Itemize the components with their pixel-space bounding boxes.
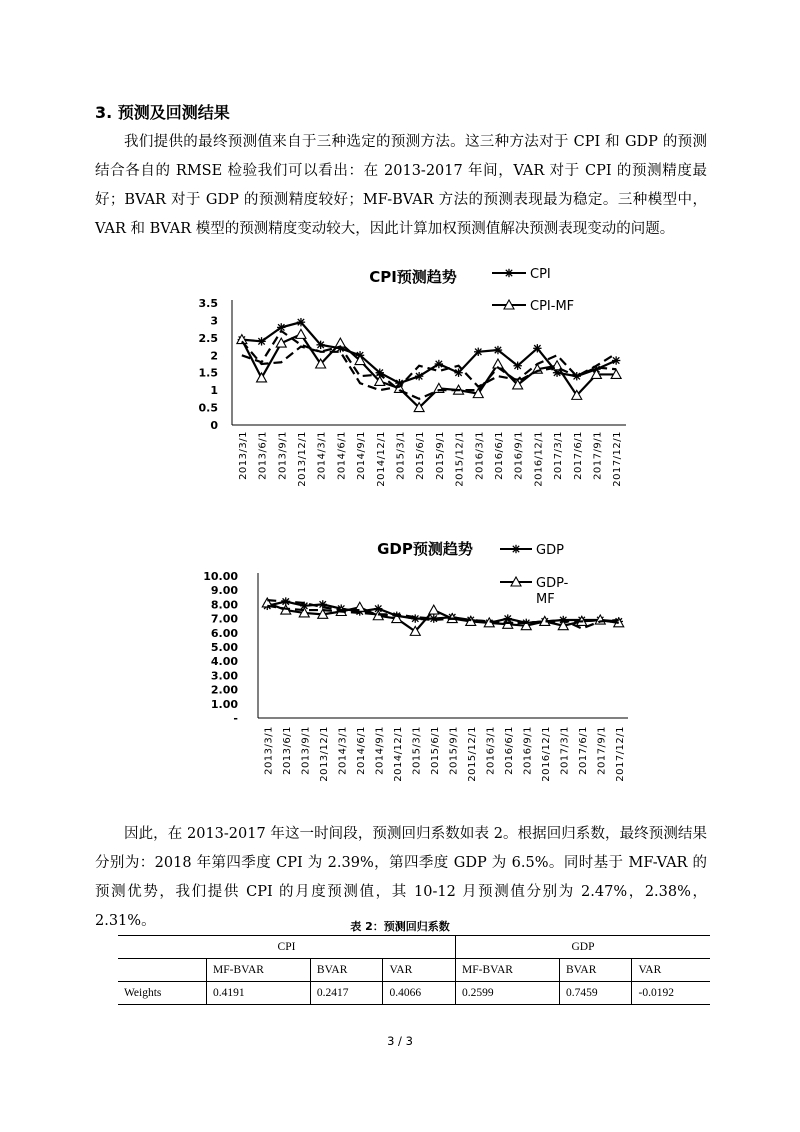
legend-label: CPI-MF bbox=[530, 299, 575, 314]
intro-paragraph: 我们提供的最终预测值来自于三种选定的预测方法。这三种方法对于 CPI 和 GDP 的预测结合各自的 RMSE 检验我们可以看出：在 2013-2017 年间，VAR 对于 CPI 的预测精度最好；BVAR 对于 GDP 的预测精度较好；MF-BVAR 方法的预测表现最为稳定。三种模型中，VAR 和 BVAR 模型的预测精度变动较大，因此计算加权预测值解决预测表现变动的问题。 bbox=[95, 134, 707, 237]
x-tick-label: 2013/12/1 bbox=[296, 431, 308, 487]
table-header: MF-BVAR bbox=[207, 959, 311, 982]
x-tick-label: 2015/3/1 bbox=[411, 726, 423, 775]
x-tick-label: 2016/6/1 bbox=[493, 431, 505, 480]
x-tick-label: 2014/6/1 bbox=[336, 431, 348, 480]
x-tick-label: 2016/6/1 bbox=[503, 726, 515, 775]
table-group-gdp: GDP bbox=[456, 936, 710, 959]
x-tick-label: 2016/3/1 bbox=[474, 431, 486, 480]
x-tick-label: 2015/9/1 bbox=[434, 431, 446, 480]
table-header: VAR bbox=[383, 959, 456, 982]
page-number: 3 / 3 bbox=[387, 1034, 413, 1048]
y-tick-label: 6.00 bbox=[210, 626, 238, 640]
legend-label: GDP bbox=[536, 543, 564, 558]
x-tick-label: 2013/3/1 bbox=[263, 726, 275, 775]
x-tick-label: 2015/9/1 bbox=[448, 726, 460, 775]
gdp-series-1-point bbox=[429, 605, 439, 614]
y-tick-label: 9.00 bbox=[210, 584, 238, 598]
table-header-blank bbox=[118, 959, 207, 982]
x-tick-label: 2013/9/1 bbox=[277, 431, 289, 480]
x-tick-label: 2017/12/1 bbox=[614, 726, 626, 782]
table-cell: 0.7459 bbox=[559, 982, 632, 1005]
x-tick-label: 2015/12/1 bbox=[466, 726, 478, 782]
cpi-series-0-point bbox=[513, 362, 521, 370]
y-tick-label: 0.5 bbox=[198, 401, 218, 415]
x-tick-label: 2016/9/1 bbox=[522, 726, 534, 775]
section-heading: 3. 预测及回测结果 bbox=[95, 103, 230, 122]
y-tick-label: 1.00 bbox=[210, 697, 238, 711]
x-tick-label: 2016/12/1 bbox=[533, 431, 545, 487]
y-tick-label: 3 bbox=[210, 314, 218, 328]
x-tick-label: 2015/6/1 bbox=[429, 726, 441, 775]
y-tick-label: 4.00 bbox=[210, 655, 238, 669]
weights-table bbox=[118, 935, 710, 1005]
cpi-series-1-point bbox=[296, 329, 306, 338]
x-tick-label: 2015/12/1 bbox=[454, 431, 466, 487]
gdp-chart-svg bbox=[0, 532, 800, 802]
cpi-series-1-point bbox=[257, 373, 267, 382]
cpi-series-0-point bbox=[297, 318, 305, 326]
x-tick-label: 2013/12/1 bbox=[318, 726, 330, 782]
table-header: BVAR bbox=[559, 959, 632, 982]
cpi-series-0-point bbox=[435, 360, 443, 368]
cpi-series-0-point bbox=[257, 337, 265, 345]
cpi-series-2-line bbox=[242, 331, 616, 390]
y-tick-label: 3.5 bbox=[198, 297, 218, 310]
legend-star-marker bbox=[505, 269, 513, 277]
y-tick-label: - bbox=[233, 712, 238, 725]
y-tick-label: 7.00 bbox=[210, 612, 238, 626]
cpi-series-0-line bbox=[242, 322, 616, 383]
x-tick-label: 2014/9/1 bbox=[374, 726, 386, 775]
table-cell: -0.0192 bbox=[632, 982, 710, 1005]
y-tick-label: 2.5 bbox=[198, 331, 218, 345]
cpi-series-0-point bbox=[533, 344, 541, 352]
x-tick-label: 2017/9/1 bbox=[596, 726, 608, 775]
x-tick-label: 2017/6/1 bbox=[572, 431, 584, 480]
y-tick-label: 0 bbox=[210, 419, 218, 432]
x-tick-label: 2017/9/1 bbox=[592, 431, 604, 480]
chart-title: CPI预测趋势 bbox=[369, 268, 457, 286]
x-tick-label: 2017/12/1 bbox=[612, 431, 624, 487]
y-tick-label: 8.00 bbox=[210, 598, 238, 612]
x-tick-label: 2014/6/1 bbox=[355, 726, 367, 775]
x-tick-label: 2013/9/1 bbox=[300, 726, 312, 775]
x-tick-label: 2013/6/1 bbox=[281, 726, 293, 775]
cpi-series-0-point bbox=[494, 346, 502, 354]
y-tick-label: 5.00 bbox=[210, 641, 238, 654]
x-tick-label: 2016/9/1 bbox=[513, 431, 525, 480]
table-cell: 0.4066 bbox=[383, 982, 456, 1005]
x-tick-label: 2016/12/1 bbox=[540, 726, 552, 782]
x-tick-label: 2014/12/1 bbox=[375, 431, 387, 487]
table-cell: 0.4191 bbox=[207, 982, 311, 1005]
legend-star-marker bbox=[512, 545, 520, 553]
y-tick-label: 2 bbox=[210, 349, 218, 363]
x-tick-label: 2014/3/1 bbox=[316, 431, 328, 480]
chart-title: GDP预测趋势 bbox=[377, 540, 473, 558]
legend-label: GDP-MF bbox=[536, 576, 569, 607]
legend-label: CPI bbox=[530, 267, 551, 282]
x-tick-label: 2017/6/1 bbox=[577, 726, 589, 775]
y-tick-label: 2.00 bbox=[210, 683, 238, 697]
x-tick-label: 2015/6/1 bbox=[415, 431, 427, 480]
y-tick-label: 10.00 bbox=[203, 570, 238, 583]
table-header: VAR bbox=[632, 959, 710, 982]
cpi-chart-svg bbox=[0, 255, 800, 505]
table-cell: 0.2599 bbox=[456, 982, 560, 1005]
x-tick-label: 2014/12/1 bbox=[392, 726, 404, 782]
table-cell: 0.2417 bbox=[310, 982, 383, 1005]
cpi-series-0-point bbox=[415, 372, 423, 380]
x-tick-label: 2014/9/1 bbox=[356, 431, 368, 480]
gdp-trend-chart bbox=[0, 532, 800, 802]
cpi-series-0-point bbox=[612, 356, 620, 364]
table-header: MF-BVAR bbox=[456, 959, 560, 982]
cpi-series-0-point bbox=[454, 369, 462, 377]
conclusion-paragraph: 因此，在 2013-2017 年这一时间段，预测回归系数如表 2。根据回归系数，最终预测结果分别为：2018 年第四季度 CPI 为 2.39%，第四季度 GDP 为 6.5%。同时基于 MF-VAR 的预测优势，我们提供 CPI 的月度预测值，其 10-12 月预测值分别为 2.47%，2.38%，2.31%。 bbox=[95, 826, 707, 929]
x-tick-label: 2017/3/1 bbox=[559, 726, 571, 775]
x-tick-label: 2017/3/1 bbox=[553, 431, 565, 480]
y-tick-label: 1 bbox=[210, 384, 218, 398]
table-caption: 表 2：预测回归系数 bbox=[350, 920, 450, 933]
cpi-trend-chart bbox=[0, 255, 800, 505]
table-group-cpi: CPI bbox=[118, 936, 456, 959]
y-tick-label: 3.00 bbox=[210, 669, 238, 683]
x-tick-label: 2013/6/1 bbox=[257, 431, 269, 480]
cpi-series-0-point bbox=[474, 348, 482, 356]
x-tick-label: 2016/3/1 bbox=[485, 726, 497, 775]
table-row-label: Weights bbox=[118, 982, 207, 1005]
x-tick-label: 2014/3/1 bbox=[337, 726, 349, 775]
cpi-series-0-point bbox=[316, 341, 324, 349]
x-tick-label: 2015/3/1 bbox=[395, 431, 407, 480]
x-tick-label: 2013/3/1 bbox=[237, 431, 249, 480]
table-header: BVAR bbox=[310, 959, 383, 982]
y-tick-label: 1.5 bbox=[198, 366, 218, 380]
